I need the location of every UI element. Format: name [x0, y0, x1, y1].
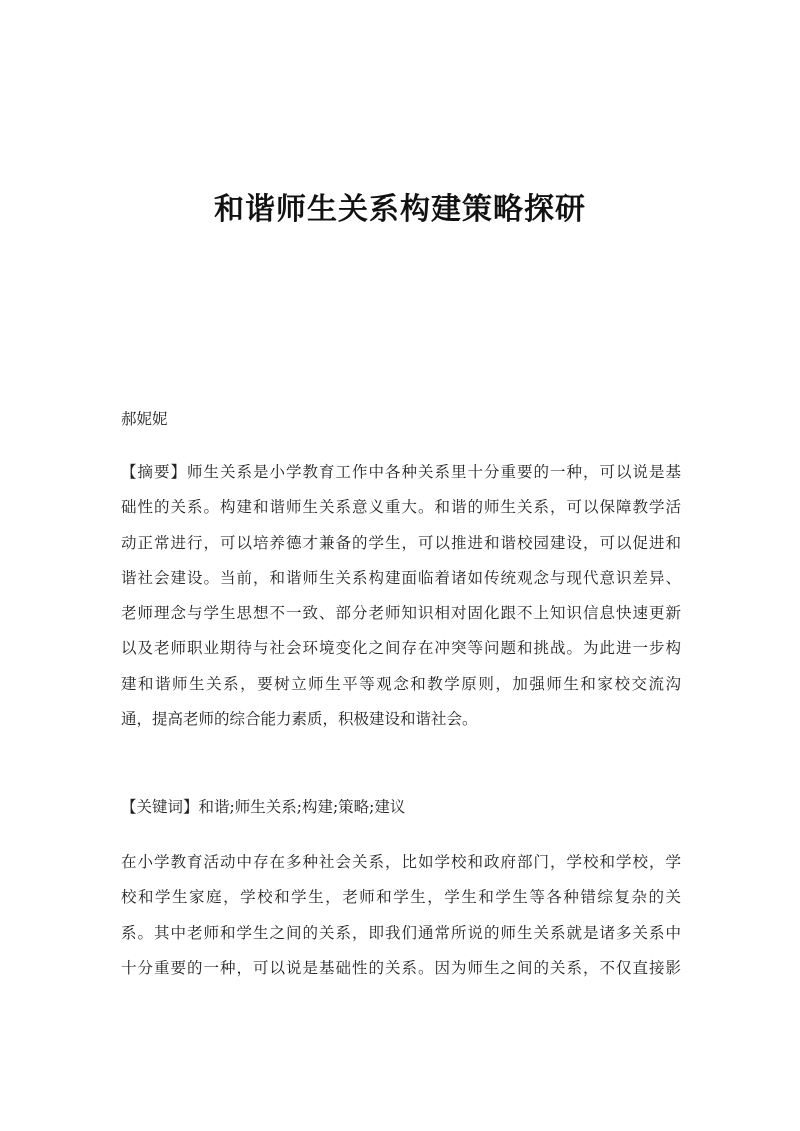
- abstract-line: 谐社会建设。当前，和谐师生关系构建面临着诸如传统观念与现代意识差异、: [121, 568, 681, 587]
- intro-line: 十分重要的一种，可以说是基础性的关系。因为师生之间的关系，不仅直接影: [121, 958, 681, 977]
- author-name: 郝妮妮: [121, 410, 168, 428]
- intro-line: 在小学教育活动中存在多种社会关系，比如学校和政府部门，学校和学校，学: [121, 853, 681, 871]
- abstract-line: 动正常进行，可以培养德才兼备的学生，可以推进和谐校园建设，可以促进和: [121, 533, 681, 552]
- abstract-line: 以及老师职业期待与社会环境变化之间存在冲突等问题和挑战。为此进一步构: [121, 639, 681, 658]
- abstract-line: 建和谐师生关系，要树立师生平等观念和教学原则，加强师生和家校交流沟: [121, 674, 681, 693]
- abstract-line: 【摘要】师生关系是小学教育工作中各种关系里十分重要的一种，可以说是基: [121, 463, 681, 481]
- abstract-line: 础性的关系。构建和谐师生关系意义重大。和谐的师生关系，可以保障教学活: [121, 498, 681, 517]
- intro-line: 校和学生家庭，学校和学生，老师和学生，学生和学生等各种错综复杂的关: [121, 888, 681, 907]
- keywords-line: 【关键词】和谐;师生关系;构建;策略;建议: [121, 798, 406, 816]
- intro-paragraph: [121, 845, 681, 986]
- document-title: 和谐师生关系构建策略探研: [214, 192, 586, 227]
- abstract-line: 老师理念与学生思想不一致、部分老师知识相对固化跟不上知识信息快速更新: [121, 604, 681, 623]
- abstract-paragraph: [121, 455, 681, 737]
- intro-line: 系。其中老师和学生之间的关系，即我们通常所说的师生关系就是诸多关系中: [121, 923, 681, 942]
- abstract-line: 通，提高老师的综合能力素质，积极建设和谐社会。: [121, 710, 478, 729]
